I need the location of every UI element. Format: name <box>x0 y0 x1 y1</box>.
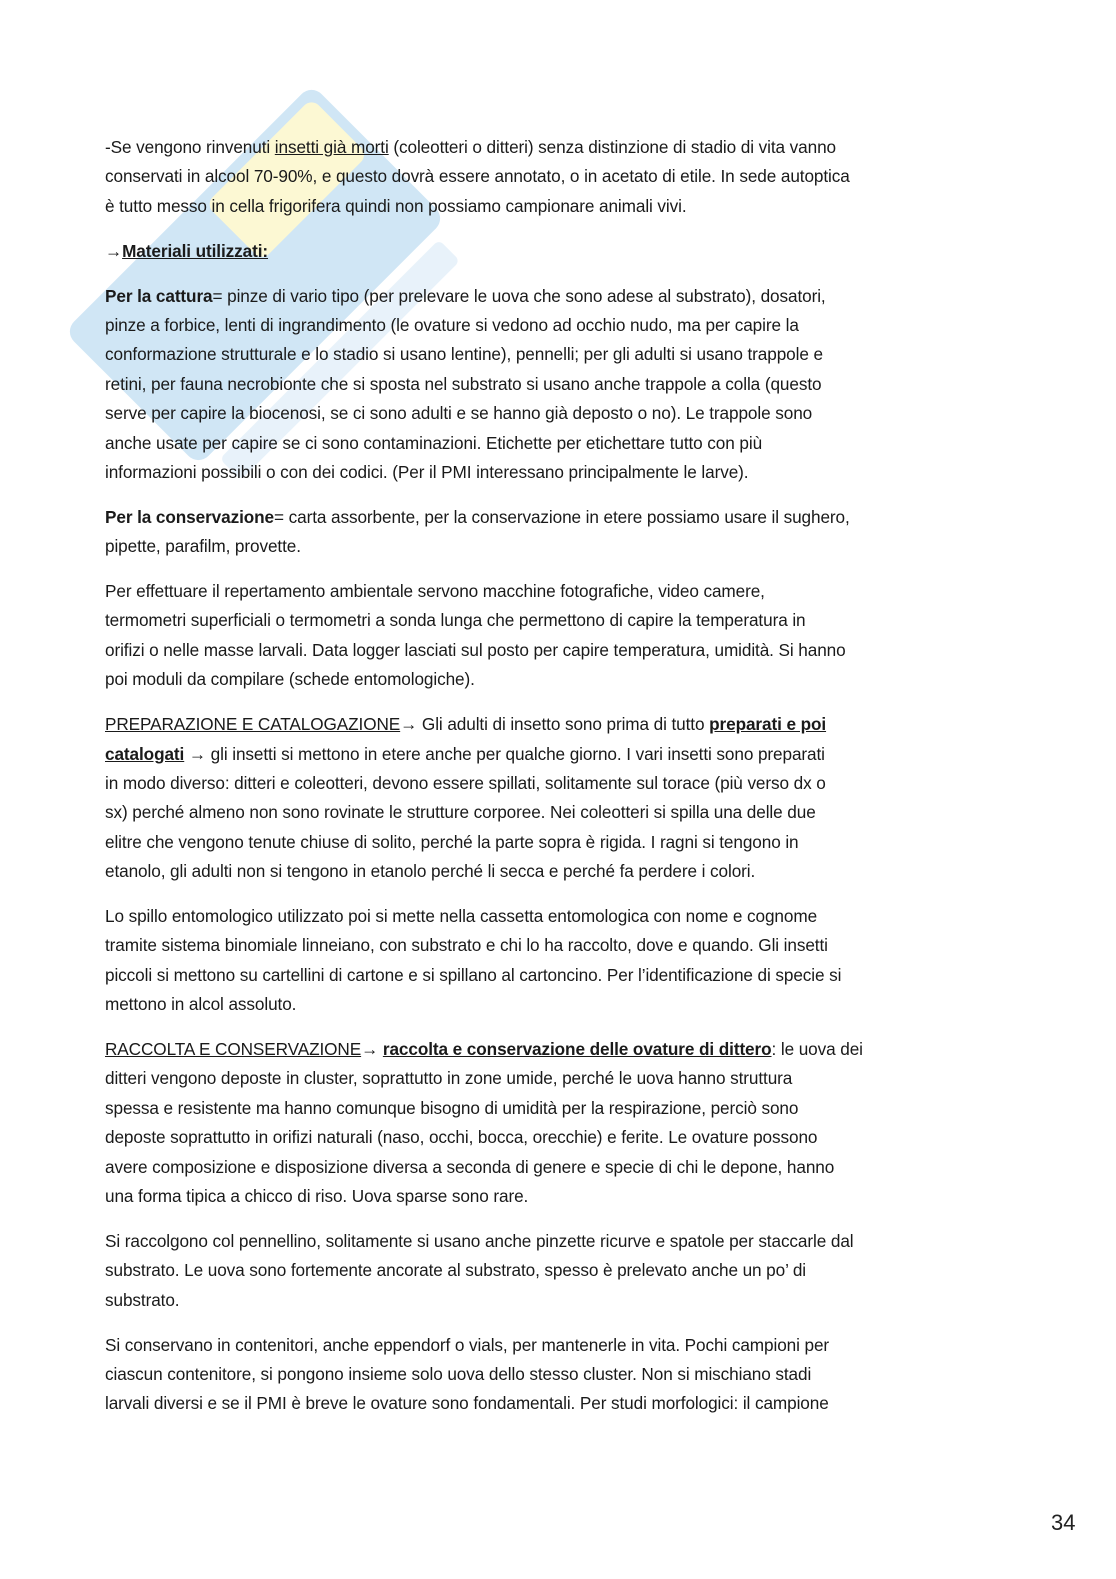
text-line <box>105 1153 1025 1182</box>
paragraph <box>105 282 1025 488</box>
text-line <box>105 1123 1025 1152</box>
text-line <box>105 429 1025 458</box>
text-segment: spessa e resistente ma hanno comunque bisogno di umidità per la respirazione, perciò sono <box>105 1097 799 1118</box>
text-line <box>105 798 1025 827</box>
text-line <box>105 1182 1025 1211</box>
text-line <box>105 769 1025 798</box>
text-segment: substrato. Le uova sono fortemente ancorate al substrato, spesso è prelevato anche un po’ di <box>105 1260 807 1281</box>
text-segment: (coleotteri o ditteri) senza distinzione di stadio di vita vanno <box>388 137 836 157</box>
emphasized-text: Per la conservazione <box>105 506 275 527</box>
text-segment: piccoli si mettono su cartellini di cartone e si spillano al cartoncino. Per l’identificazione di specie si <box>105 964 842 985</box>
text-line <box>105 192 1025 221</box>
text-line <box>105 577 1025 606</box>
text-segment: in modo diverso: ditteri e coleotteri, devono essere spillati, solitamente sul torace (più verso dx o <box>105 772 826 793</box>
text-line <box>105 710 1025 739</box>
paragraph <box>105 503 1025 562</box>
paragraph <box>105 902 1025 1020</box>
text-segment: pipette, parafilm, provette. <box>105 536 301 557</box>
text-segment: → Gli adulti di insetto sono prima di tutto <box>400 714 710 735</box>
paragraph <box>105 1227 1025 1315</box>
text-line <box>105 399 1025 428</box>
paragraph <box>105 1035 1025 1211</box>
text-segment: deposte soprattutto in orifizi naturali (naso, occhi, bocca, orecchie) e ferite. Le ovature possono <box>105 1127 818 1148</box>
text-segment: = pinze di vario tipo (per prelevare le uova che sono adese al substrato), dosatori, <box>212 285 826 306</box>
text-line <box>105 606 1025 635</box>
text-line <box>105 311 1025 340</box>
emphasized-text: RACCOLTA E CONSERVAZIONE <box>105 1039 362 1060</box>
text-line <box>105 740 1025 769</box>
text-line <box>105 828 1025 857</box>
text-segment: ciascun contenitore, si pongono insieme solo uova dello stesso cluster. Non si mischiano stadi <box>105 1363 812 1384</box>
text-line <box>105 961 1025 990</box>
text-line <box>105 532 1025 561</box>
text-segment: conservati in alcool 70-90%, e questo dovrà essere annotato, o in acetato di etile. In sede autoptica <box>105 166 850 187</box>
emphasized-text: Per la cattura <box>105 285 213 306</box>
text-line <box>105 162 1025 191</box>
text-line <box>105 503 1025 532</box>
text-segment: -Se vengono rinvenuti <box>105 137 275 157</box>
text-segment: poi moduli da compilare (schede entomologiche). <box>105 669 475 690</box>
text-line <box>105 1064 1025 1093</box>
paragraph <box>105 133 1025 221</box>
text-segment: etanolo, gli adulti non si tengono in etanolo perché li secca e perché fa perdere i colori. <box>105 861 756 882</box>
text-line <box>105 1389 1025 1418</box>
text-segment: retini, per fauna necrobionte che si sposta nel substrato si usano anche trappole a colla (questo <box>105 373 822 394</box>
text-line <box>105 1094 1025 1123</box>
text-line <box>105 857 1025 886</box>
text-segment: Lo spillo entomologico utilizzato poi si mette nella cassetta entomologica con nome e cognome <box>105 905 818 926</box>
text-segment: → <box>105 240 123 261</box>
text-segment: pinze a forbice, lenti di ingrandimento (le ovature si vedono ad occhio nudo, ma per capire la <box>105 314 799 335</box>
section-heading <box>105 237 1025 266</box>
text-segment: mettono in alcol assoluto. <box>105 994 297 1015</box>
text-segment: elitre che vengono tenute chiuse di solito, perché la parte sopra è rigida. I ragni si tengono in <box>105 831 799 852</box>
text-segment: → gli insetti si mettono in etere anche per qualche giorno. I vari insetti sono preparati <box>184 743 825 764</box>
text-segment: substrato. <box>105 1289 180 1310</box>
text-line <box>105 636 1025 665</box>
text-line <box>105 282 1025 311</box>
text-line <box>105 665 1025 694</box>
text-segment: ditteri vengono deposte in cluster, soprattutto in zone umide, perché le uova hanno struttura <box>105 1068 793 1089</box>
text-segment: = carta assorbente, per la conservazione in etere possiamo usare il sughero, <box>274 506 850 527</box>
text-segment: informazioni possibili o con dei codici. (Per il PMI interessano principalmente le larve). <box>105 461 749 482</box>
text-line <box>105 931 1025 960</box>
text-segment: : le uova dei <box>771 1039 863 1060</box>
text-line <box>105 1286 1025 1315</box>
text-line <box>105 133 1025 162</box>
paragraph <box>105 1331 1025 1419</box>
text-segment: Si conservano in contenitori, anche eppendorf o vials, per mantenerle in vita. Pochi campioni per <box>105 1334 830 1355</box>
emphasized-text: Materiali utilizzati: <box>122 240 269 261</box>
text-line <box>105 1256 1025 1285</box>
text-line <box>105 1331 1025 1360</box>
text-line <box>105 237 1025 266</box>
text-line <box>105 902 1025 931</box>
paragraph <box>105 710 1025 886</box>
text-segment: una forma tipica a chicco di riso. Uova sparse sono rare. <box>105 1186 529 1206</box>
emphasized-text: insetti già morti <box>274 137 389 157</box>
text-segment: avere composizione e disposizione diversa a seconda di genere e specie di chi le depone, hanno <box>105 1156 835 1177</box>
text-segment: serve per capire la biocenosi, se ci sono adulti e se hanno già deposto o no). Le trappole sono <box>105 403 813 424</box>
text-line <box>105 370 1025 399</box>
page-number: 34 <box>1051 1510 1076 1535</box>
text-segment: è tutto messo in cella frigorifera quindi non possiamo campionare animali vivi. <box>105 195 687 216</box>
text-line <box>105 458 1025 487</box>
emphasized-text: catalogati <box>105 743 185 764</box>
document-body <box>105 133 1025 1434</box>
text-segment: larvali diversi e se il PMI è breve le ovature sono fondamentali. Per studi morfologici: il campione <box>105 1393 829 1414</box>
text-line <box>105 1227 1025 1256</box>
text-segment: → <box>361 1039 383 1060</box>
text-line <box>105 340 1025 369</box>
emphasized-text: preparati e poi <box>709 714 827 735</box>
text-segment: Per effettuare il repertamento ambientale servono macchine fotografiche, video camere, <box>105 581 765 602</box>
text-segment: sx) perché almeno non sono rovinate le strutture corporee. Nei coleotteri si spilla una delle due <box>105 802 816 823</box>
text-segment: conformazione strutturale e lo stadio si usano lentine), pennelli; per gli adulti si usano trappole e <box>105 344 823 365</box>
emphasized-text: PREPARAZIONE E CATALOGAZIONE <box>105 714 401 735</box>
emphasized-text: raccolta e conservazione delle ovature di dittero <box>382 1039 772 1060</box>
text-line <box>105 1035 1025 1064</box>
paragraph <box>105 577 1025 695</box>
text-line <box>105 1360 1025 1389</box>
text-segment: tramite sistema binomiale linneiano, con substrato e chi lo ha raccolto, dove e quando. Gli insetti <box>105 935 828 956</box>
text-segment: anche usate per capire se ci sono contaminazioni. Etichette per etichettare tutto con più <box>105 432 763 453</box>
text-line <box>105 990 1025 1019</box>
text-segment: termometri superficiali o termometri a sonda lunga che permettono di capire la temperatura in <box>105 610 806 631</box>
text-segment: Si raccolgono col pennellino, solitamente si usano anche pinzette ricurve e spatole per staccarle dal <box>105 1230 854 1251</box>
text-segment: orifizi o nelle masse larvali. Data logger lasciati sul posto per capire temperatura, umidità. Si hanno <box>105 639 846 660</box>
